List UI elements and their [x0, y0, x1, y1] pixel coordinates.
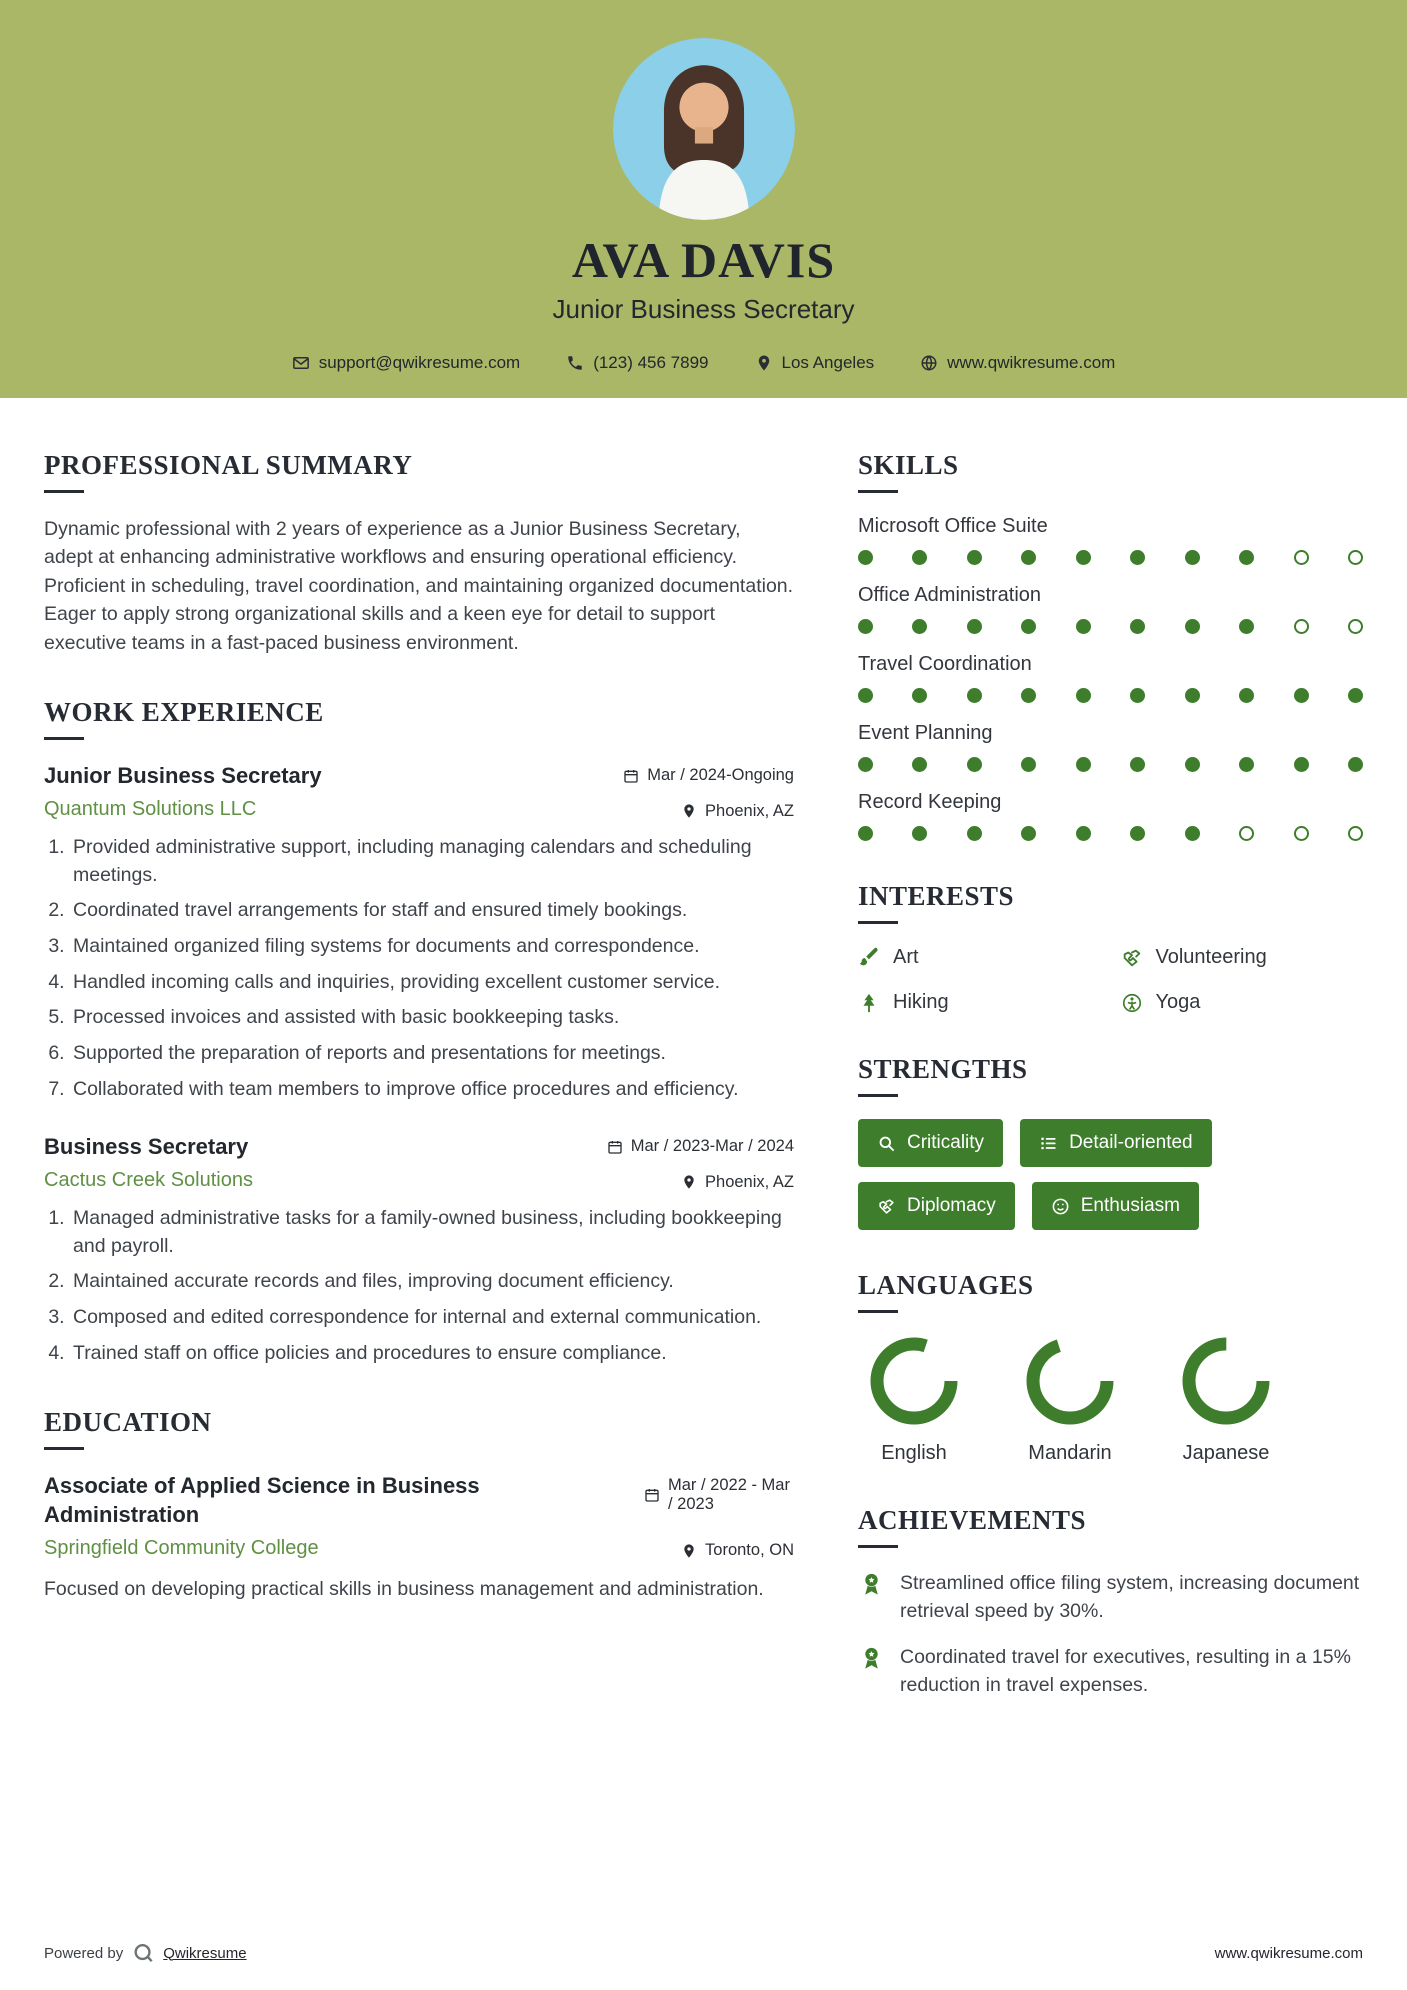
- job-location: [681, 1173, 794, 1192]
- rating-dot: [858, 619, 873, 634]
- job-bullet: 1. Managed administrative tasks for a family-owned business, including bookkeeping and payroll.: [70, 1205, 794, 1260]
- rating-dot: [1294, 619, 1309, 634]
- achievement-item: [858, 1570, 1363, 1625]
- rating-dot: [1239, 826, 1254, 841]
- skills-section: [858, 450, 1363, 841]
- rating-dot: [1239, 619, 1254, 634]
- job-entry: [44, 1133, 794, 1367]
- powered-by-label: Powered by: [44, 1944, 124, 1962]
- interest-label: Hiking: [893, 991, 949, 1013]
- contact-text: (123) 456 7899: [593, 352, 709, 372]
- interest-item: [1121, 991, 1364, 1014]
- contact-item[interactable]: [920, 353, 1115, 373]
- job-bullet: 6. Supported the preparation of reports and presentations for meetings.: [70, 1040, 794, 1068]
- rating-dot: [1294, 757, 1309, 772]
- pin-icon: [681, 803, 697, 819]
- skill-item: [858, 722, 1363, 772]
- skill-rating-dots: [858, 619, 1363, 634]
- content: [0, 398, 1407, 1740]
- language-gauge: [1180, 1335, 1272, 1427]
- candidate-name: AVA DAVIS: [571, 232, 836, 288]
- qwikresume-link[interactable]: Qwikresume: [163, 1944, 247, 1962]
- degree-title: Associate of Applied Science in Business Administration: [44, 1473, 480, 1527]
- rating-dot: [858, 757, 873, 772]
- qwikresume-logo-icon: [132, 1942, 154, 1964]
- job-company: Cactus Creek Solutions: [44, 1168, 253, 1191]
- job-header: [44, 1133, 794, 1161]
- rating-dot: [1239, 688, 1254, 703]
- job-bullet-list: [44, 834, 794, 1104]
- rating-dot: [967, 619, 982, 634]
- footer-website-link[interactable]: www.qwikresume.com: [1214, 1944, 1363, 1962]
- skill-name: Record Keeping: [858, 791, 1002, 813]
- achievement-text: Coordinated travel for executives, resulting in a 15% reduction in travel expenses.: [900, 1646, 1351, 1697]
- interest-label: Volunteering: [1155, 946, 1267, 968]
- award-icon: [858, 1645, 885, 1672]
- header: [0, 0, 1407, 398]
- rating-dot: [967, 757, 982, 772]
- contact-text: www.qwikresume.com: [947, 352, 1116, 372]
- rating-dot: [1348, 550, 1363, 565]
- skills-heading: SKILLS: [858, 450, 1363, 493]
- skill-item: [858, 584, 1363, 634]
- rating-dot: [1076, 619, 1091, 634]
- tree-icon: [858, 992, 880, 1014]
- skill-rating-dots: [858, 757, 1363, 772]
- skill-item: [858, 515, 1363, 565]
- rating-dot: [1021, 688, 1036, 703]
- contact-text: support@qwikresume.com: [318, 352, 521, 372]
- rating-dot: [1348, 826, 1363, 841]
- location-icon: [755, 354, 773, 372]
- job-company: Quantum Solutions LLC: [44, 797, 257, 820]
- language-name: English: [881, 1442, 947, 1464]
- footer-branding: [44, 1942, 247, 1964]
- job-location-text: Phoenix, AZ: [705, 1172, 794, 1191]
- languages-heading: LANGUAGES: [858, 1270, 1363, 1313]
- languages-section: [858, 1270, 1363, 1465]
- education-dates: [644, 1476, 794, 1514]
- strength-list: [858, 1119, 1363, 1230]
- profile-photo: [613, 38, 795, 220]
- language-name: Japanese: [1182, 1442, 1270, 1464]
- handshake-icon: [877, 1197, 896, 1216]
- job-bullet: 5. Processed invoices and assisted with basic bookkeeping tasks.: [70, 1004, 794, 1032]
- rating-dot: [1348, 688, 1363, 703]
- rating-dot: [912, 550, 927, 565]
- language-item: [1170, 1335, 1282, 1465]
- interest-item: [858, 946, 1101, 969]
- achievements-heading: ACHIEVEMENTS: [858, 1505, 1363, 1548]
- award-icon: [858, 1571, 885, 1598]
- rating-dot: [1130, 826, 1145, 841]
- education-heading: EDUCATION: [44, 1407, 794, 1450]
- brush-icon: [858, 947, 880, 969]
- footer: [44, 1942, 1363, 1964]
- rating-dot: [1021, 619, 1036, 634]
- interests-heading: INTERESTS: [858, 881, 1363, 924]
- pin-icon: [681, 1174, 697, 1190]
- job-bullet: 1. Provided administrative support, including managing calendars and scheduling meetings.: [70, 834, 794, 889]
- rating-dot: [1130, 619, 1145, 634]
- rating-dot: [1185, 550, 1200, 565]
- strength-label: Detail-oriented: [1069, 1132, 1193, 1153]
- rating-dot: [1294, 826, 1309, 841]
- left-column: [44, 450, 794, 1740]
- smile-icon: [1051, 1197, 1070, 1216]
- list-icon: [1039, 1134, 1058, 1153]
- phone-icon: [566, 354, 584, 372]
- rating-dot: [912, 688, 927, 703]
- job-subheader: [44, 798, 794, 821]
- rating-dot: [858, 550, 873, 565]
- rating-dot: [1130, 757, 1145, 772]
- job-dates: [623, 766, 794, 785]
- contact-text: Los Angeles: [781, 352, 875, 372]
- rating-dot: [1185, 826, 1200, 841]
- rating-dot: [1021, 550, 1036, 565]
- skill-item: [858, 653, 1363, 703]
- achievement-item: [858, 1644, 1363, 1699]
- education-description: Focused on developing practical skills in business management and administration.: [44, 1578, 764, 1601]
- work-heading: WORK EXPERIENCE: [44, 697, 794, 740]
- strength-label: Diplomacy: [907, 1195, 996, 1216]
- job-dates-text: Mar / 2023-Mar / 2024: [630, 1137, 794, 1156]
- achievement-text: Streamlined office filing system, increasing document retrieval speed by 30%.: [900, 1572, 1360, 1622]
- summary-heading: PROFESSIONAL SUMMARY: [44, 450, 794, 493]
- rating-dot: [912, 757, 927, 772]
- rating-dot: [1076, 550, 1091, 565]
- rating-dot: [858, 688, 873, 703]
- interest-label: Yoga: [1155, 991, 1201, 1013]
- language-gauge: [868, 1335, 960, 1427]
- strength-label: Criticality: [907, 1132, 985, 1153]
- summary-text: Dynamic professional with 2 years of experience as a Junior Business Secretary, adept at enhancing administrative workflows and ensuring operational efficiency. Proficient in scheduling, travel coordination, and maintaining organized documentation. Eager to apply strong organizational skills and a keen eye for detail to support executive teams in a fast-paced business environment.: [44, 518, 794, 654]
- job-bullet: 4. Handled incoming calls and inquiries, providing excellent customer service.: [70, 969, 794, 997]
- job-dates: [607, 1137, 794, 1156]
- rating-dot: [1130, 688, 1145, 703]
- job-entry: [44, 762, 794, 1103]
- rating-dot: [1076, 757, 1091, 772]
- job-bullet: 2. Coordinated travel arrangements for staff and ensured timely bookings.: [70, 897, 794, 925]
- interest-label: Art: [893, 946, 919, 968]
- job-bullet: 4. Trained staff on office policies and procedures to ensure compliance.: [70, 1340, 794, 1368]
- skill-rating-dots: [858, 826, 1363, 841]
- rating-dot: [1076, 688, 1091, 703]
- rating-dot: [1348, 619, 1363, 634]
- job-subheader: [44, 1169, 794, 1192]
- education-header: [44, 1472, 794, 1529]
- rating-dot: [912, 619, 927, 634]
- job-bullet-list: [44, 1205, 794, 1367]
- education-location: [681, 1541, 794, 1560]
- achievements-section: [858, 1505, 1363, 1700]
- language-list: [858, 1335, 1363, 1465]
- skill-name: Office Administration: [858, 584, 1042, 606]
- yoga-icon: [1121, 992, 1143, 1014]
- skill-item: [858, 791, 1363, 841]
- rating-dot: [1294, 550, 1309, 565]
- skill-name: Microsoft Office Suite: [858, 515, 1048, 537]
- rating-dot: [1185, 619, 1200, 634]
- rating-dot: [1021, 826, 1036, 841]
- job-title: Business Secretary: [44, 1134, 249, 1160]
- interest-item: [1121, 946, 1364, 969]
- rating-dot: [1239, 757, 1254, 772]
- education-section: [44, 1407, 794, 1604]
- rating-dot: [967, 826, 982, 841]
- rating-dot: [1076, 826, 1091, 841]
- calendar-icon: [644, 1487, 660, 1503]
- rating-dot: [967, 550, 982, 565]
- skill-rating-dots: [858, 688, 1363, 703]
- rating-dot: [1348, 757, 1363, 772]
- magnifier-icon: [877, 1134, 896, 1153]
- skill-list: [858, 515, 1363, 841]
- avatar-illustration: [613, 38, 795, 220]
- job-title: Junior Business Secretary: [44, 763, 322, 789]
- strength-badge: [858, 1119, 1003, 1167]
- skill-rating-dots: [858, 550, 1363, 565]
- strength-badge: [1032, 1182, 1199, 1230]
- school-name: Springfield Community College: [44, 1537, 319, 1560]
- skill-name: Event Planning: [858, 722, 993, 744]
- job-location: [681, 802, 794, 821]
- contact-row: [0, 353, 1407, 373]
- language-item: [858, 1335, 970, 1465]
- job-bullet: 3. Composed and edited correspondence for internal and external communication.: [70, 1304, 794, 1332]
- achievement-list: [858, 1570, 1363, 1700]
- calendar-icon: [623, 768, 639, 784]
- rating-dot: [1294, 688, 1309, 703]
- job-bullet: 2. Maintained accurate records and files, improving document efficiency.: [70, 1268, 794, 1296]
- job-list: [44, 762, 794, 1367]
- contact-item[interactable]: [755, 353, 875, 373]
- hands-icon: [1121, 947, 1143, 969]
- right-column: [858, 450, 1363, 1740]
- language-gauge: [1024, 1335, 1116, 1427]
- rating-dot: [1021, 757, 1036, 772]
- calendar-icon: [607, 1139, 623, 1155]
- rating-dot: [967, 688, 982, 703]
- skill-name: Travel Coordination: [858, 653, 1032, 675]
- contact-item[interactable]: [566, 353, 708, 373]
- interest-item: [858, 991, 1101, 1014]
- rating-dot: [1130, 550, 1145, 565]
- job-bullet: 7. Collaborated with team members to improve office procedures and efficiency.: [70, 1076, 794, 1104]
- job-bullet: 3. Maintained organized filing systems for documents and correspondence.: [70, 933, 794, 961]
- strength-badge: [858, 1182, 1015, 1230]
- pin-icon: [681, 1543, 697, 1559]
- rating-dot: [858, 826, 873, 841]
- strength-badge: [1020, 1119, 1212, 1167]
- strengths-heading: STRENGTHS: [858, 1054, 1363, 1097]
- email-icon: [292, 354, 310, 372]
- work-section: [44, 697, 794, 1367]
- rating-dot: [1185, 688, 1200, 703]
- education-location-text: Toronto, ON: [705, 1541, 794, 1560]
- language-name: Mandarin: [1028, 1442, 1112, 1464]
- globe-icon: [920, 354, 938, 372]
- strengths-section: [858, 1054, 1363, 1230]
- rating-dot: [1185, 757, 1200, 772]
- contact-item[interactable]: [292, 353, 521, 373]
- language-item: [1014, 1335, 1126, 1465]
- strength-label: Enthusiasm: [1080, 1195, 1180, 1216]
- job-header: [44, 762, 794, 790]
- interest-list: [858, 946, 1363, 1014]
- candidate-title: Junior Business Secretary: [552, 293, 855, 324]
- rating-dot: [1239, 550, 1254, 565]
- education-dates-text: Mar / 2022 - Mar / 2023: [668, 1476, 790, 1514]
- job-location-text: Phoenix, AZ: [705, 801, 794, 820]
- interests-section: [858, 881, 1363, 1014]
- rating-dot: [912, 826, 927, 841]
- job-dates-text: Mar / 2024-Ongoing: [647, 766, 794, 785]
- education-subheader: [44, 1537, 794, 1560]
- summary-section: [44, 450, 794, 657]
